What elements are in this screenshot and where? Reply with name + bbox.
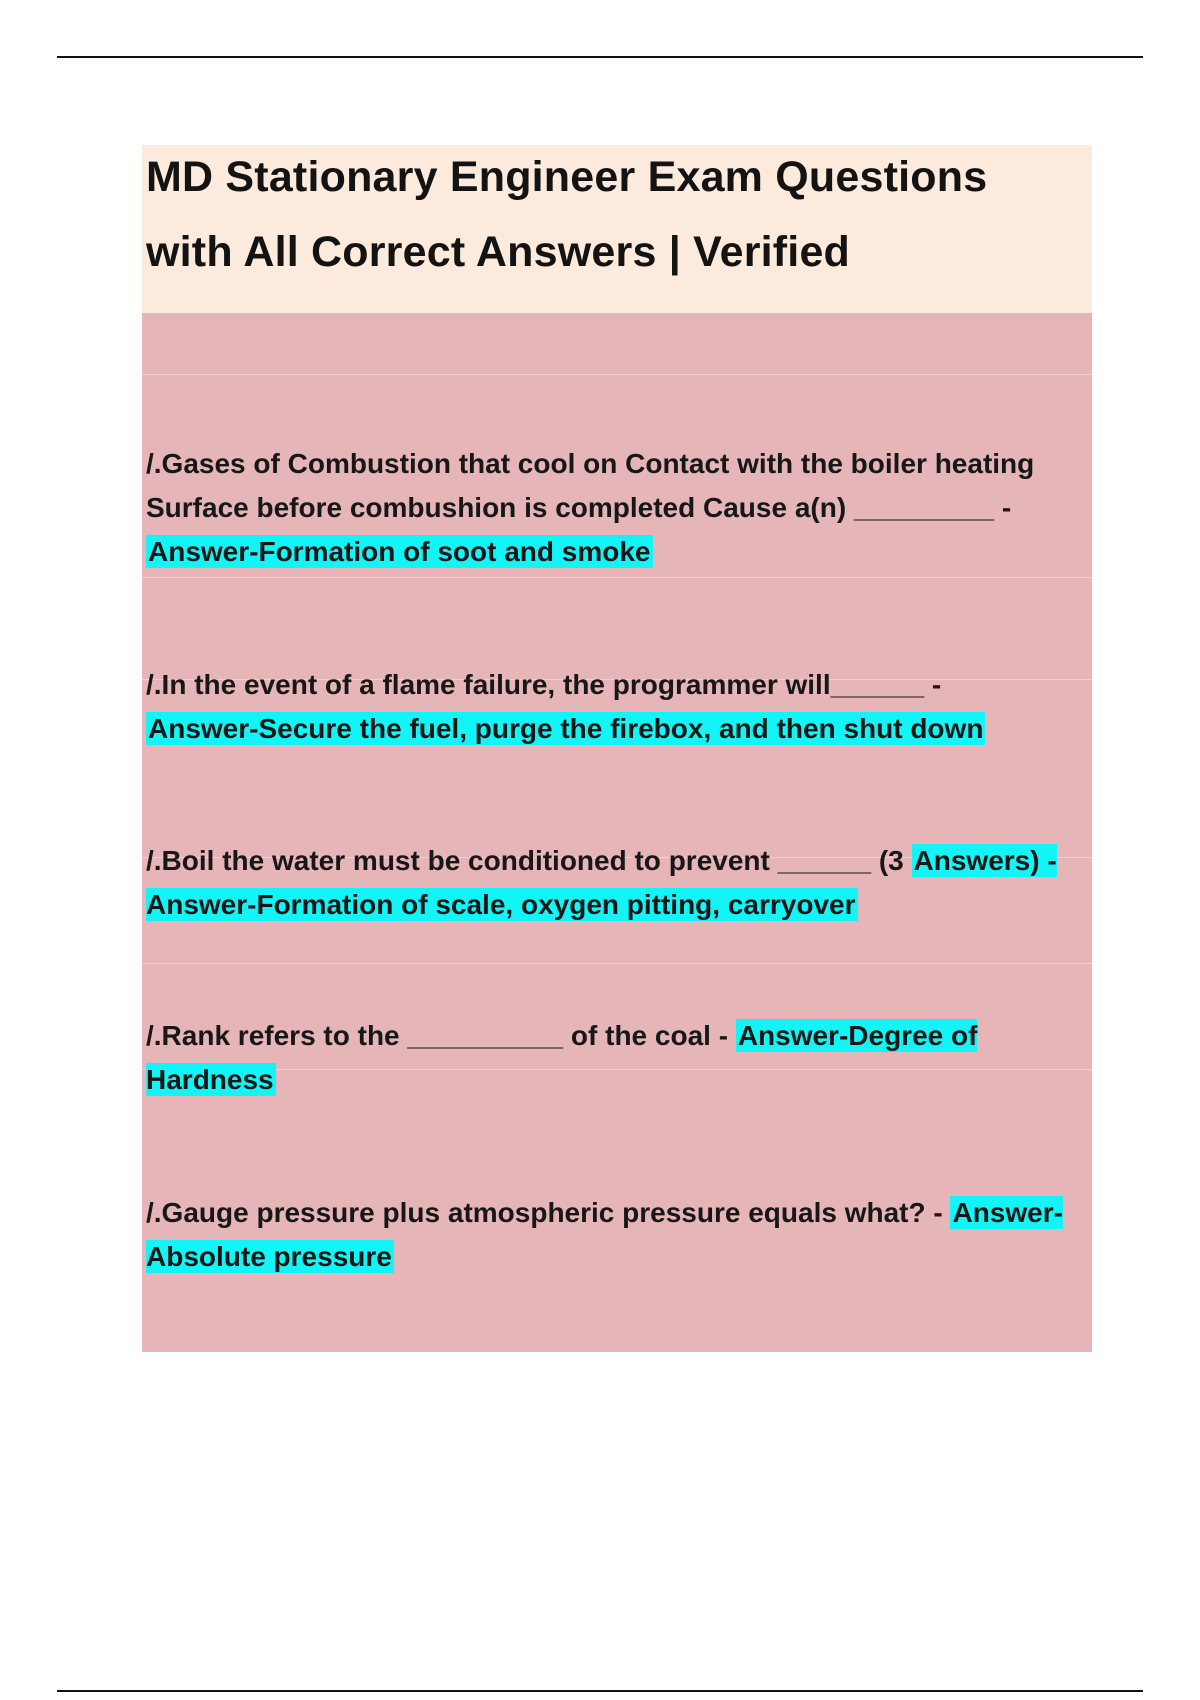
footer-rule <box>57 1690 1143 1692</box>
answer-highlight: Answer-Secure the fuel, purge the firebox, and then shut down <box>148 713 984 744</box>
answer-highlight: Answer-Absolute pressure <box>146 1197 1063 1272</box>
answer-highlight: Answer-Formation of soot and smoke <box>148 536 651 567</box>
question-text: /.Gauge pressure plus atmospheric pressure equals what? - <box>146 1197 943 1228</box>
qa-item <box>146 1191 1086 1279</box>
answer-highlight: Answers) - Answer-Formation of scale, oxygen pitting, carryover <box>146 845 1057 920</box>
question-text: /.Rank refers to the __________ of the coal - <box>146 1020 729 1051</box>
document-title-line-2: with All Correct Answers | Verified <box>146 228 851 276</box>
row-divider <box>142 577 1092 578</box>
row-divider <box>142 374 1092 375</box>
row-divider <box>142 963 1092 964</box>
qa-item <box>146 1014 1086 1102</box>
qa-item <box>146 839 1086 927</box>
answer-highlight: Answer-Degree of Hardness <box>146 1020 978 1095</box>
qa-item <box>146 442 1086 574</box>
title-band <box>142 145 1092 313</box>
question-text: /.In the event of a flame failure, the programmer will______ - <box>146 669 942 700</box>
document-card <box>142 145 1092 1352</box>
document-title-line-1: MD Stationary Engineer Exam Questions <box>146 153 988 201</box>
header-rule <box>57 56 1143 58</box>
question-text: /.Boil the water must be conditioned to prevent ______ (3 <box>146 845 904 876</box>
question-text: /.Gases of Combustion that cool on Contact with the boiler heating Surface before combushion is completed Cause a(n) _________ - <box>146 448 1035 523</box>
qa-item <box>146 663 1086 751</box>
